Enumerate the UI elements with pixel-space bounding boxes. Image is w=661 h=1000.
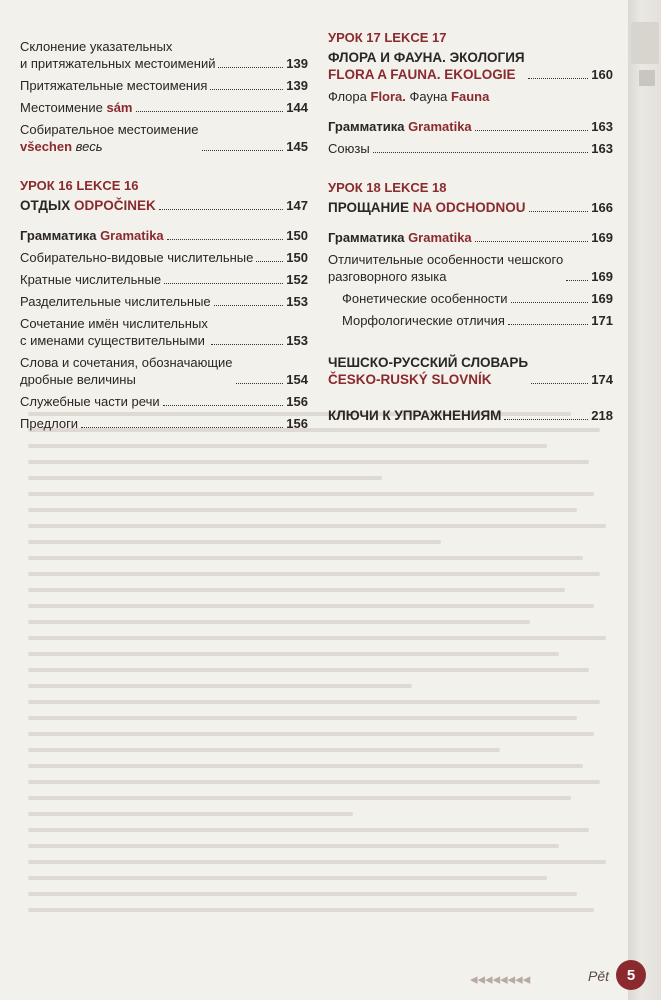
toc-entry[interactable] <box>328 290 613 307</box>
lesson-17-label: УРОК 17 LEKCE 17 <box>328 30 447 45</box>
dictionary-entry[interactable]: ЧЕШСКО-РУССКИЙ СЛОВАРЬ ČESKO-RUSKÝ SLOVNÍK 174 <box>328 355 613 387</box>
toc-page-number: 174 <box>591 372 613 387</box>
toc-entry-text: Местоимение <box>20 100 103 115</box>
leader-dots <box>136 111 284 112</box>
leader-dots <box>511 302 589 303</box>
toc-page-number: 147 <box>286 198 308 213</box>
lesson-16-title[interactable]: ОТДЫХ ODPOČINEK 147 <box>20 198 308 213</box>
toc-page-number: 218 <box>591 408 613 423</box>
lesson-16-label: УРОК 16 LEKCE 16 <box>20 178 139 193</box>
leader-dots <box>475 130 589 131</box>
toc-right-column <box>328 26 613 429</box>
leader-dots <box>504 419 588 420</box>
toc-entry-text: Притяжательные местоимения <box>20 78 208 93</box>
leader-dots <box>256 261 283 262</box>
toc-page-number: 153 <box>286 294 308 309</box>
leader-dots <box>202 150 284 151</box>
lesson-17-subtitle: Флора Flora. Фауна Fauna <box>328 89 490 104</box>
toc-page-number: 169 <box>591 269 613 284</box>
toc-entry-text: Предлоги <box>20 416 79 431</box>
toc-entry-text-line2: разговорного языка <box>328 269 447 284</box>
toc-page-number: 156 <box>286 394 308 409</box>
toc-entry[interactable] <box>328 312 613 329</box>
toc-entry-text: Служебные части речи <box>20 394 160 409</box>
edge-title-block <box>631 22 659 64</box>
page-number-badge: 5 <box>616 960 646 990</box>
toc-page-number: 163 <box>591 119 613 134</box>
toc-entry[interactable] <box>20 249 308 266</box>
toc-page-number: 169 <box>591 230 613 245</box>
leader-dots <box>508 324 588 325</box>
toc-entry-text: Союзы <box>328 141 370 156</box>
toc-entry-italic: весь <box>75 139 103 154</box>
leader-dots <box>163 405 284 406</box>
bleed-through-text <box>28 412 618 912</box>
toc-entry-text-line2: дробные величины <box>20 372 136 387</box>
page-word: Pět <box>588 968 610 984</box>
lesson-17-title[interactable]: ФЛОРА И ФАУНА. ЭКОЛОГИЯ FLORA A FAUNA. EKOLOGIE 160 <box>328 50 613 82</box>
toc-page-number: 169 <box>591 291 613 306</box>
chevron-left-icon: ◂◂◂◂◂◂◂◂ <box>470 971 531 988</box>
lesson-18-label: УРОК 18 LEKCE 18 <box>328 180 447 195</box>
answer-keys-entry[interactable]: КЛЮЧИ К УПРАЖНЕНИЯМ 218 <box>328 408 613 423</box>
leader-dots <box>236 383 284 384</box>
lesson-18-title[interactable]: ПРОЩАНИЕ NA ODCHODNOU 166 <box>328 200 613 215</box>
toc-page-number: 166 <box>591 200 613 215</box>
page-footer <box>470 960 650 994</box>
toc-entry-text: Склонение указательных <box>20 39 173 54</box>
leader-dots <box>531 383 588 384</box>
toc-entry-text: Кратные числительные <box>20 272 162 287</box>
lesson-18-grammar[interactable]: Грамматика Gramatika 169 <box>328 230 613 245</box>
leader-dots <box>566 280 588 281</box>
toc-page-number: 144 <box>286 100 308 115</box>
toc-page-number: 139 <box>286 78 308 93</box>
toc-entry-text: Отличительные особенности чешского <box>328 252 564 267</box>
lesson-17-grammar[interactable]: Грамматика Gramatika 163 <box>328 119 613 134</box>
toc-entry[interactable] <box>20 415 308 432</box>
edge-tab-block <box>639 70 655 86</box>
leader-dots <box>528 78 589 79</box>
toc-page-number: 139 <box>286 56 308 71</box>
toc-page-number: 145 <box>286 139 308 154</box>
toc-entry[interactable] <box>20 77 308 94</box>
toc-entry-czech: všechen <box>20 139 73 154</box>
leader-dots <box>81 427 283 428</box>
toc-entry-text-line2: и притяжательных местоимений <box>20 56 216 71</box>
toc-page-number: 154 <box>286 372 308 387</box>
next-page-edge <box>628 0 661 1000</box>
leader-dots <box>167 239 284 240</box>
leader-dots <box>210 89 283 90</box>
toc-entry-text: Собирательное местоимение <box>20 122 199 137</box>
toc-entry-text: Фонетические особенности <box>342 291 508 306</box>
leader-dots <box>218 67 283 68</box>
leader-dots <box>164 283 283 284</box>
toc-page-number: 163 <box>591 141 613 156</box>
lesson-16-grammar[interactable]: Грамматика Gramatika 150 <box>20 228 308 243</box>
toc-entry-text: Собирательно-видовые числительные <box>20 250 254 265</box>
toc-page-number: 150 <box>286 250 308 265</box>
leader-dots <box>373 152 589 153</box>
toc-entry[interactable] <box>20 121 308 155</box>
leader-dots <box>159 209 284 210</box>
toc-page-number: 160 <box>591 67 613 82</box>
toc-left-column <box>20 38 308 437</box>
leader-dots <box>475 241 589 242</box>
toc-entry[interactable] <box>328 251 613 285</box>
toc-entry[interactable] <box>328 140 613 157</box>
toc-entry-czech: sám <box>106 100 133 115</box>
toc-entry[interactable] <box>20 99 308 116</box>
toc-page-number: 153 <box>286 333 308 348</box>
toc-entry-text: Разделительные числительные <box>20 294 211 309</box>
toc-page-number: 150 <box>286 228 308 243</box>
leader-dots <box>529 211 589 212</box>
toc-page-number: 156 <box>286 416 308 431</box>
toc-entry-text: Сочетание имён числительных <box>20 316 208 331</box>
leader-dots <box>211 344 283 345</box>
toc-entry-text-line2: с именами существительными <box>20 333 205 348</box>
toc-entry-text: Морфологические отличия <box>342 313 505 328</box>
toc-entry[interactable] <box>20 315 308 349</box>
toc-entry[interactable] <box>20 38 308 72</box>
toc-entry-text: Слова и сочетания, обозначающие <box>20 355 233 370</box>
toc-entry[interactable] <box>20 271 308 288</box>
toc-page-number: 152 <box>286 272 308 287</box>
toc-entry[interactable] <box>20 354 308 388</box>
toc-page-number: 171 <box>591 313 613 328</box>
leader-dots <box>214 305 284 306</box>
toc-entry[interactable] <box>20 393 308 410</box>
toc-entry[interactable] <box>20 293 308 310</box>
